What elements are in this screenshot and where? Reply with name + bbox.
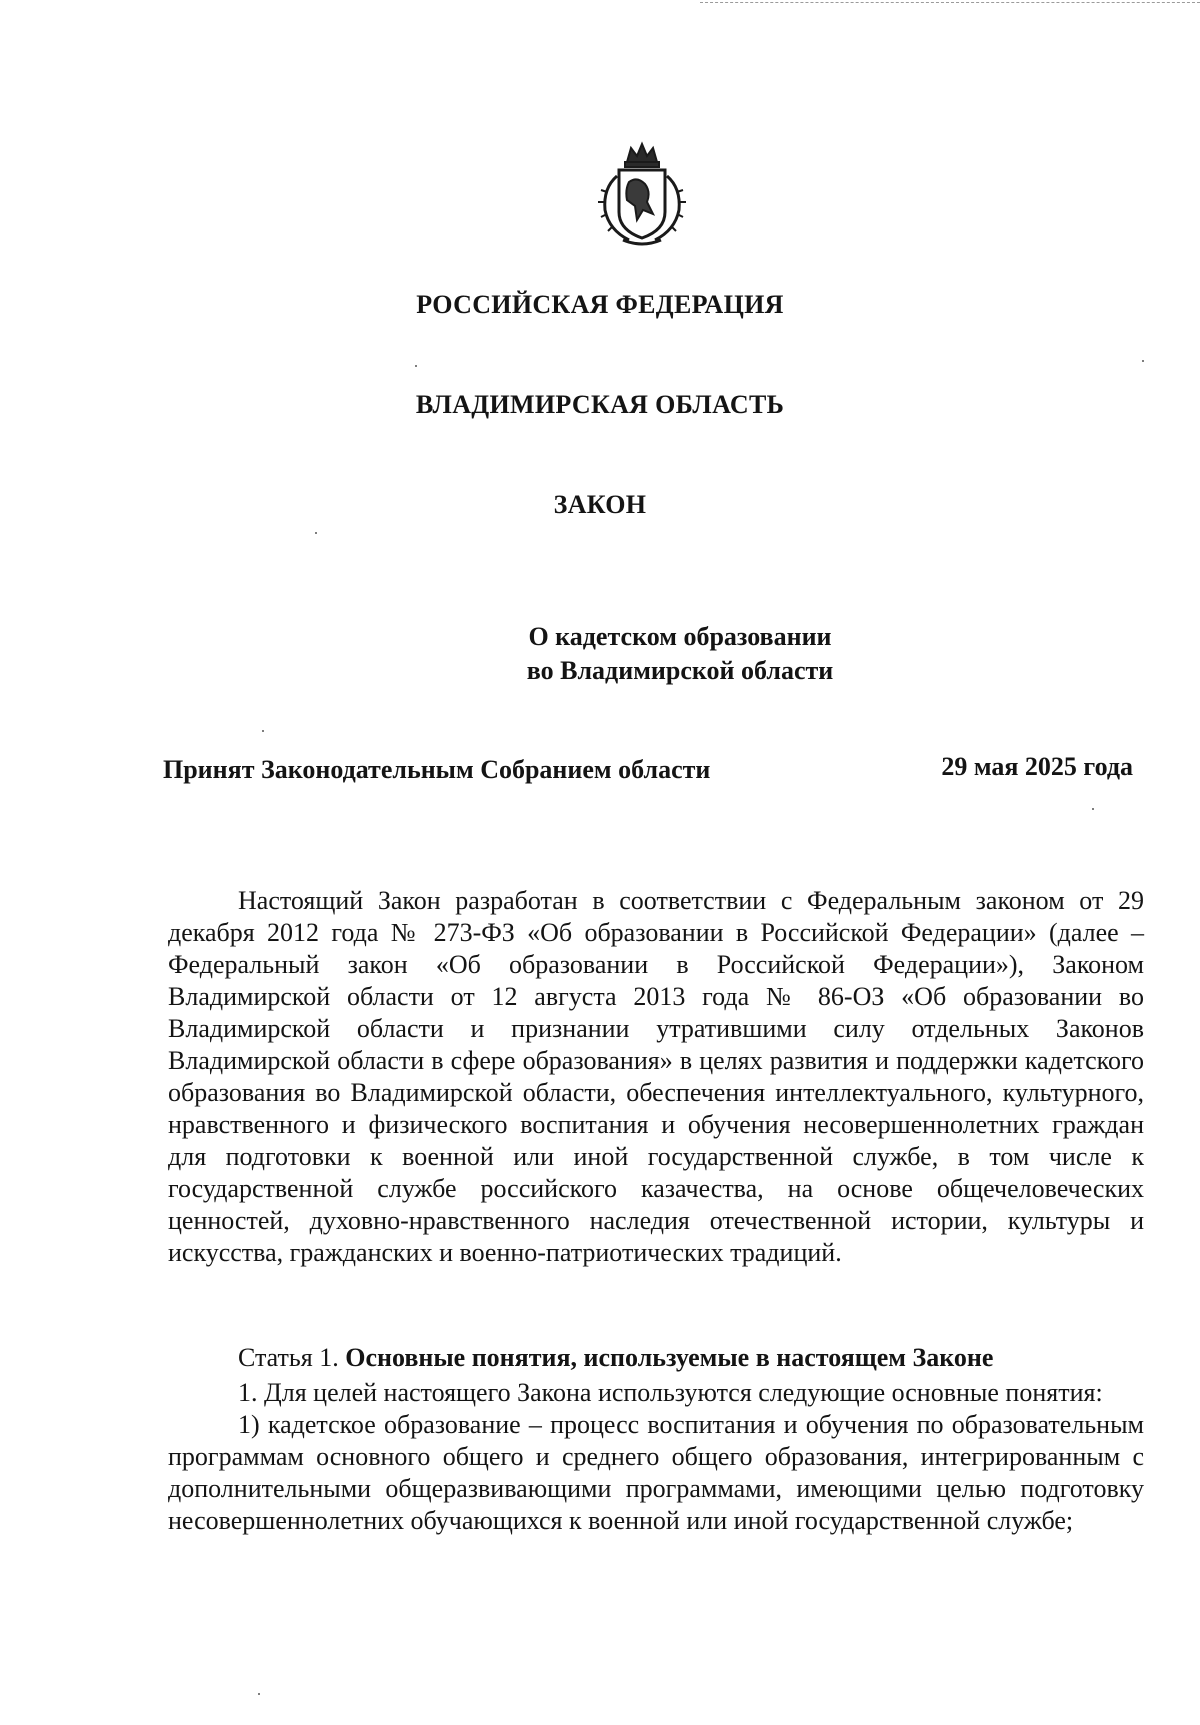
scan-speck bbox=[1092, 808, 1094, 810]
article-1-body bbox=[168, 1377, 1144, 1537]
law-title-line-1: О кадетском образовании bbox=[528, 622, 832, 651]
adoption-date: 29 мая 2025 года bbox=[941, 752, 1133, 781]
law-title-line-2: во Владимирской области bbox=[526, 656, 834, 685]
scan-speck bbox=[1142, 360, 1144, 362]
country-heading: РОССИЙСКАЯ ФЕДЕРАЦИЯ bbox=[416, 290, 784, 319]
preamble-paragraph: Настоящий Закон разработан в соответствии с Федеральным законом от 29 декабря 2012 года № 273-ФЗ «Об образовании в Российской Федерации» (далее – Федеральный закон «Об образовании в Российской Федерации»), Законом Владимирской области от 12 августа 2013 года № 86-ОЗ «Об образовании во Владимирской области и признании утратившими силу отдельных Законов Владимирской области в сфере образования» в целях развития и поддержки кадетского образования во Владимирской области, обеспечения интеллектуального, культурного, нравственного и физического воспитания и обучения несовершеннолетних граждан для подготовки к военной или иной государственной службе, в том числе к государственной службе российского казачества, на основе общечеловеческих ценностей, духовно-нравственного наследия отечественной истории, культуры и искусства, гражданских и военно-патриотических традиций. bbox=[168, 886, 1144, 1267]
preamble bbox=[168, 885, 1144, 1269]
document-type-heading: ЗАКОН bbox=[553, 490, 647, 519]
coat-of-arms-icon bbox=[593, 140, 691, 250]
article-1-title: Основные понятия, используемые в настоящем Законе bbox=[345, 1343, 994, 1372]
scan-speck bbox=[415, 365, 417, 367]
scan-speck bbox=[262, 730, 264, 732]
scan-speck bbox=[258, 1693, 260, 1695]
scan-speck bbox=[315, 532, 317, 534]
adoption-statement: Принят Законодательным Собранием области bbox=[163, 755, 711, 784]
law-title bbox=[460, 620, 900, 688]
article-1-prefix: Статья 1. bbox=[238, 1343, 339, 1372]
article-1-heading bbox=[238, 1343, 993, 1373]
article-1-clause-1: 1. Для целей настоящего Закона используются следующие основные понятия: bbox=[238, 1378, 1103, 1407]
scan-edge-line bbox=[700, 2, 1200, 3]
article-1-item-1: 1) кадетское образование – процесс воспитания и обучения по образовательным программам основного общего и среднего общего образования, интегрированным с дополнительными общеразвивающими программами, имеющими целью подготовку несовершеннолетних обучающихся к военной или иной государственной службе; bbox=[168, 1410, 1144, 1535]
region-heading: ВЛАДИМИРСКАЯ ОБЛАСТЬ bbox=[415, 390, 785, 419]
